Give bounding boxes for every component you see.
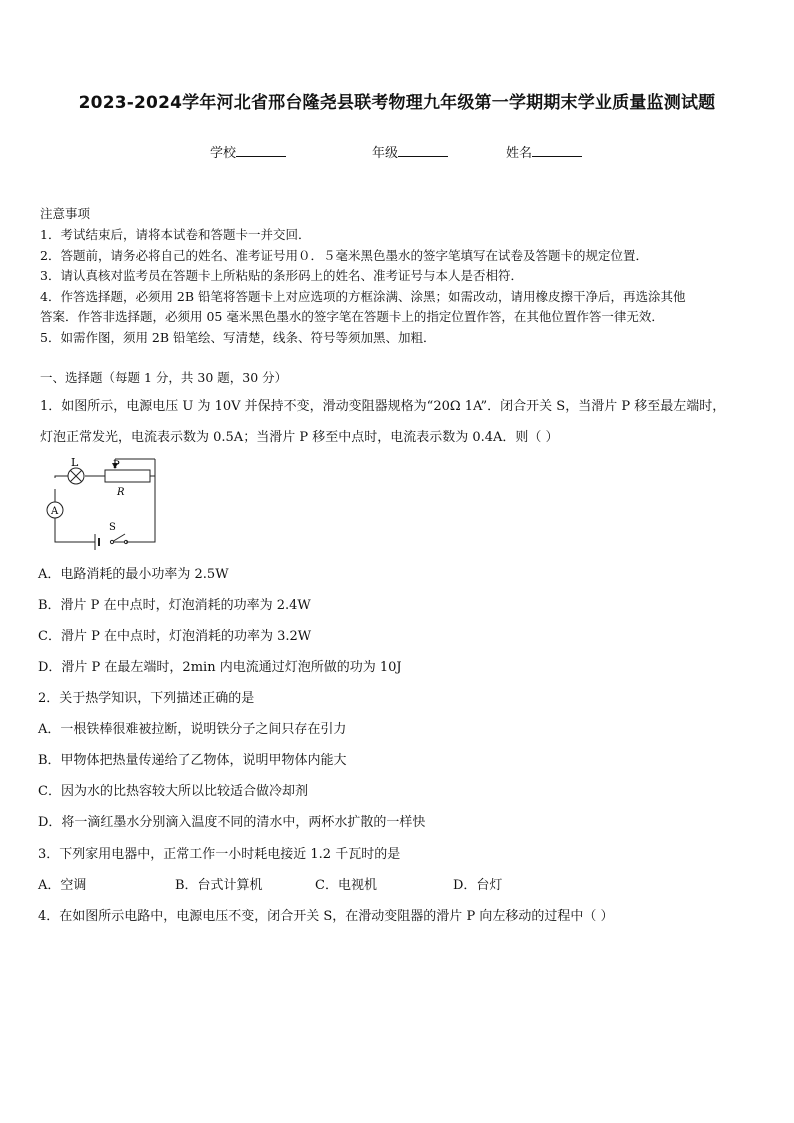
question-3-option-b[interactable]: B．台式计算机 — [175, 878, 263, 893]
question-3-option-c[interactable]: C．电视机 — [315, 878, 377, 893]
question-1-stem-line1: 1．如图所示，电源电压 U 为 10V 并保持不变，滑动变阻器规格为“20Ω 1A”．闭合开关 S，当滑片 P 移至最左端时， — [40, 399, 726, 414]
notice-item: 5．如需作图，须用 2B 铅笔绘、写清楚，线条、符号等须加黑、加粗． — [40, 330, 436, 345]
name-field[interactable] — [506, 142, 582, 161]
notice-item: 2．答题前，请务必将自己的姓名、准考证号用０．５毫米黑色墨水的签字笔填写在试卷及答题卡的规定位置． — [40, 248, 648, 263]
lamp-icon — [68, 468, 84, 484]
grade-field[interactable] — [372, 142, 448, 161]
grade-label: 年级 — [372, 146, 399, 161]
question-3-stem: 3．下列家用电器中，正常工作一小时耗电接近 1.2 千瓦时的是 — [38, 847, 401, 862]
question-1-option-c[interactable]: C．滑片 P 在中点时，灯泡消耗的功率为 3.2W — [38, 629, 312, 644]
label-r: R — [117, 487, 125, 498]
question-2-stem: 2．关于热学知识，下列描述正确的是 — [38, 691, 255, 706]
label-s: S — [109, 522, 116, 533]
question-1-option-d[interactable]: D．滑片 P 在最左端时，2min 内电流通过灯泡所做的功为 10J — [38, 660, 402, 675]
notice-item: 4．作答选择题，必须用 2B 铅笔将答题卡上对应选项的方框涂满、涂黑；如需改动，请用橡皮擦干净后，再选涂其他 — [40, 289, 686, 304]
question-2-option-d[interactable]: D．将一滴红墨水分别滴入温度不同的清水中，两杯水扩散的一样快 — [38, 815, 426, 830]
rheostat-icon — [105, 470, 150, 482]
school-field[interactable] — [210, 142, 286, 161]
grade-blank[interactable] — [398, 144, 448, 157]
label-a: A — [51, 506, 59, 517]
circuit-diagram — [40, 452, 170, 552]
notice-item: 答案．作答非选择题，必须用 05 毫米黑色墨水的签字笔在答题卡上的指定位置作答，在其他位置作答一律无效． — [40, 309, 664, 324]
notice-heading: 注意事项 — [40, 206, 91, 221]
school-blank[interactable] — [236, 144, 286, 157]
page-title: 2023-2024学年河北省邢台隆尧县联考物理九年级第一学期期末学业质量监测试题 — [78, 93, 716, 113]
question-2-option-a[interactable]: A．一根铁棒很难被拉断，说明铁分子之间只存在引力 — [38, 722, 347, 737]
name-label: 姓名 — [506, 146, 533, 161]
question-1-option-b[interactable]: B．滑片 P 在中点时，灯泡消耗的功率为 2.4W — [38, 598, 311, 613]
notice-item: 1．考试结束后，请将本试卷和答题卡一并交回． — [40, 227, 311, 242]
question-2-option-c[interactable]: C．因为水的比热容较大所以比较适合做冷却剂 — [38, 784, 308, 799]
question-3-option-d[interactable]: D．台灯 — [453, 878, 503, 893]
section-heading: 一、选择题（每题 1 分，共 30 题，30 分） — [40, 370, 288, 385]
label-p: P — [113, 460, 120, 471]
school-label: 学校 — [210, 146, 237, 161]
question-3-option-a[interactable]: A．空调 — [38, 878, 87, 893]
label-l: L — [71, 456, 79, 469]
notice-item: 3．请认真核对监考员在答题卡上所粘贴的条形码上的姓名、准考证号与本人是否相符． — [40, 268, 523, 283]
question-1-stem-line2: 灯泡正常发光，电流表示数为 0.5A；当滑片 P 移至中点时，电流表示数为 0.4A．则（ ） — [40, 430, 559, 445]
name-blank[interactable] — [532, 144, 582, 157]
question-1-option-a[interactable]: A．电路消耗的最小功率为 2.5W — [38, 567, 229, 582]
battery-icon — [95, 534, 99, 550]
question-2-option-b[interactable]: B．甲物体把热量传递给了乙物体，说明甲物体内能大 — [38, 753, 347, 768]
question-4-stem: 4．在如图所示电路中，电源电压不变，闭合开关 S，在滑动变阻器的滑片 P 向左移动的过程中（ ） — [38, 909, 614, 924]
